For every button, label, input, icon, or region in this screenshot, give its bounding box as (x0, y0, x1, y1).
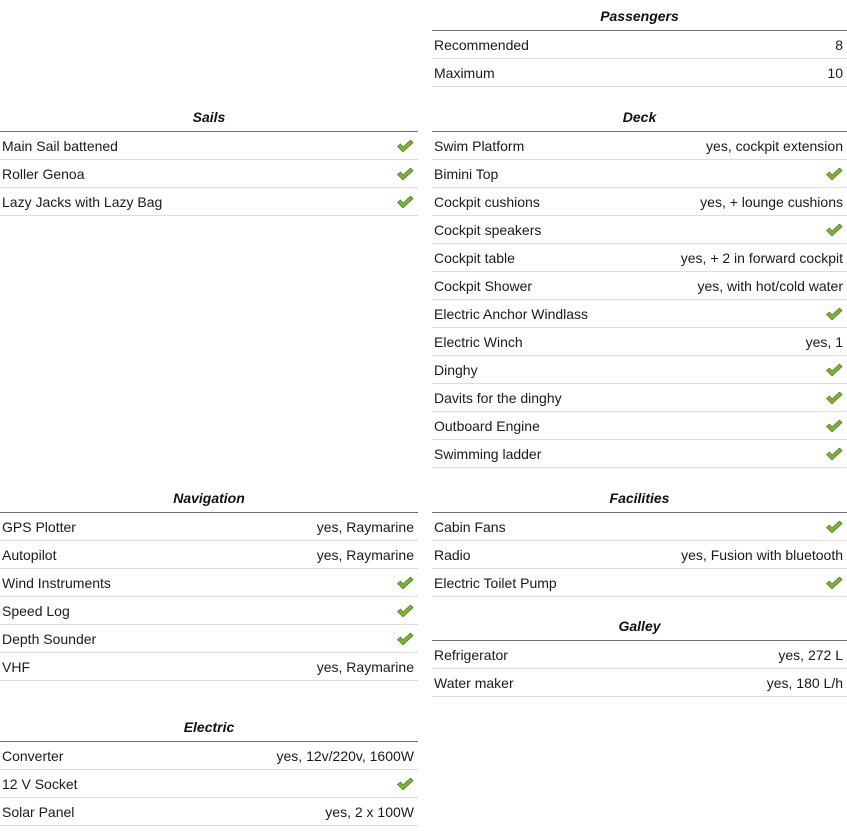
row-label: Swim Platform (434, 137, 525, 154)
table-row (0, 513, 418, 541)
section-galley (432, 612, 847, 697)
section-passengers (432, 2, 847, 87)
row-value: yes, cockpit extension (706, 137, 843, 154)
check-icon (825, 167, 843, 181)
row-label: Converter (2, 747, 64, 764)
row-label: GPS Plotter (2, 518, 76, 535)
section-title: Electric (0, 713, 418, 742)
row-label: Electric Winch (434, 333, 523, 350)
table-row (0, 770, 418, 798)
table-row (0, 625, 418, 653)
table-row (0, 132, 418, 160)
check-icon (825, 223, 843, 237)
table-row (432, 384, 847, 412)
table-row (432, 328, 847, 356)
check-icon (825, 520, 843, 534)
table-row (432, 669, 847, 697)
row-label: Outboard Engine (434, 417, 540, 434)
row-label: Recommended (434, 36, 529, 53)
table-row (0, 798, 418, 826)
section-title: Deck (432, 103, 847, 132)
section-navigation (0, 484, 418, 681)
check-icon (396, 632, 414, 646)
section-deck (432, 103, 847, 468)
row-label: Cabin Fans (434, 518, 506, 535)
check-icon (396, 195, 414, 209)
section-title: Galley (432, 612, 847, 641)
row-value: 10 (827, 64, 843, 81)
section-sails (0, 103, 418, 216)
section-title: Facilities (432, 484, 847, 513)
row-label: Maximum (434, 64, 495, 81)
check-icon (396, 576, 414, 590)
check-icon (825, 576, 843, 590)
row-label: Cockpit Shower (434, 277, 533, 294)
row-value: yes, Raymarine (316, 518, 414, 535)
row-label: Dinghy (434, 361, 478, 378)
row-label: Refrigerator (434, 646, 508, 663)
table-row (432, 440, 847, 468)
table-row (0, 541, 418, 569)
row-label: Electric Toilet Pump (434, 574, 557, 591)
check-icon (396, 167, 414, 181)
table-row (0, 188, 418, 216)
row-label: Water maker (434, 674, 514, 691)
row-label: Solar Panel (2, 803, 75, 820)
row-value: yes, with hot/cold water (697, 277, 843, 294)
check-icon (825, 447, 843, 461)
table-row (432, 300, 847, 328)
row-label: Swimming ladder (434, 445, 542, 462)
row-value: 8 (835, 36, 843, 53)
row-value: yes, Fusion with bluetooth (681, 546, 843, 563)
table-row (432, 356, 847, 384)
row-label: Davits for the dinghy (434, 389, 562, 406)
row-label: Bimini Top (434, 165, 499, 182)
section-title: Sails (0, 103, 418, 132)
table-row (432, 513, 847, 541)
row-value: yes, 180 L/h (766, 674, 843, 691)
row-value: yes, 2 x 100W (325, 803, 414, 820)
table-row (0, 160, 418, 188)
section-electric (0, 713, 418, 826)
table-row (432, 244, 847, 272)
check-icon (825, 419, 843, 433)
row-label: Cockpit table (434, 249, 515, 266)
row-label: Wind Instruments (2, 574, 111, 591)
check-icon (396, 604, 414, 618)
row-label: Lazy Jacks with Lazy Bag (2, 193, 163, 210)
table-row (0, 653, 418, 681)
row-label: Depth Sounder (2, 630, 97, 647)
row-label: Radio (434, 546, 471, 563)
table-row (432, 160, 847, 188)
table-row (432, 132, 847, 160)
row-label: Main Sail battened (2, 137, 118, 154)
table-row (432, 412, 847, 440)
row-value: yes, Raymarine (316, 658, 414, 675)
row-label: Autopilot (2, 546, 57, 563)
table-row (0, 742, 418, 770)
row-label: VHF (2, 658, 30, 675)
section-facilities (432, 484, 847, 597)
table-row (432, 188, 847, 216)
section-title: Passengers (432, 2, 847, 31)
table-row (432, 31, 847, 59)
section-title: Navigation (0, 484, 418, 513)
row-label: Roller Genoa (2, 165, 85, 182)
row-value: yes, 272 L (778, 646, 843, 663)
table-row (432, 641, 847, 669)
table-row (432, 59, 847, 87)
table-row (432, 569, 847, 597)
row-value: yes, + lounge cushions (700, 193, 843, 210)
table-row (0, 597, 418, 625)
check-icon (825, 307, 843, 321)
row-label: Cockpit speakers (434, 221, 542, 238)
table-row (432, 272, 847, 300)
row-value: yes, 1 (805, 333, 843, 350)
check-icon (396, 777, 414, 791)
table-row (432, 541, 847, 569)
row-value: yes, + 2 in forward cockpit (680, 249, 843, 266)
table-row (0, 569, 418, 597)
check-icon (396, 139, 414, 153)
row-label: Cockpit cushions (434, 193, 540, 210)
row-label: Electric Anchor Windlass (434, 305, 589, 322)
table-row (432, 216, 847, 244)
row-label: Speed Log (2, 602, 70, 619)
row-value: yes, 12v/220v, 1600W (276, 747, 414, 764)
row-value: yes, Raymarine (316, 546, 414, 563)
row-label: 12 V Socket (2, 775, 78, 792)
check-icon (825, 363, 843, 377)
check-icon (825, 391, 843, 405)
